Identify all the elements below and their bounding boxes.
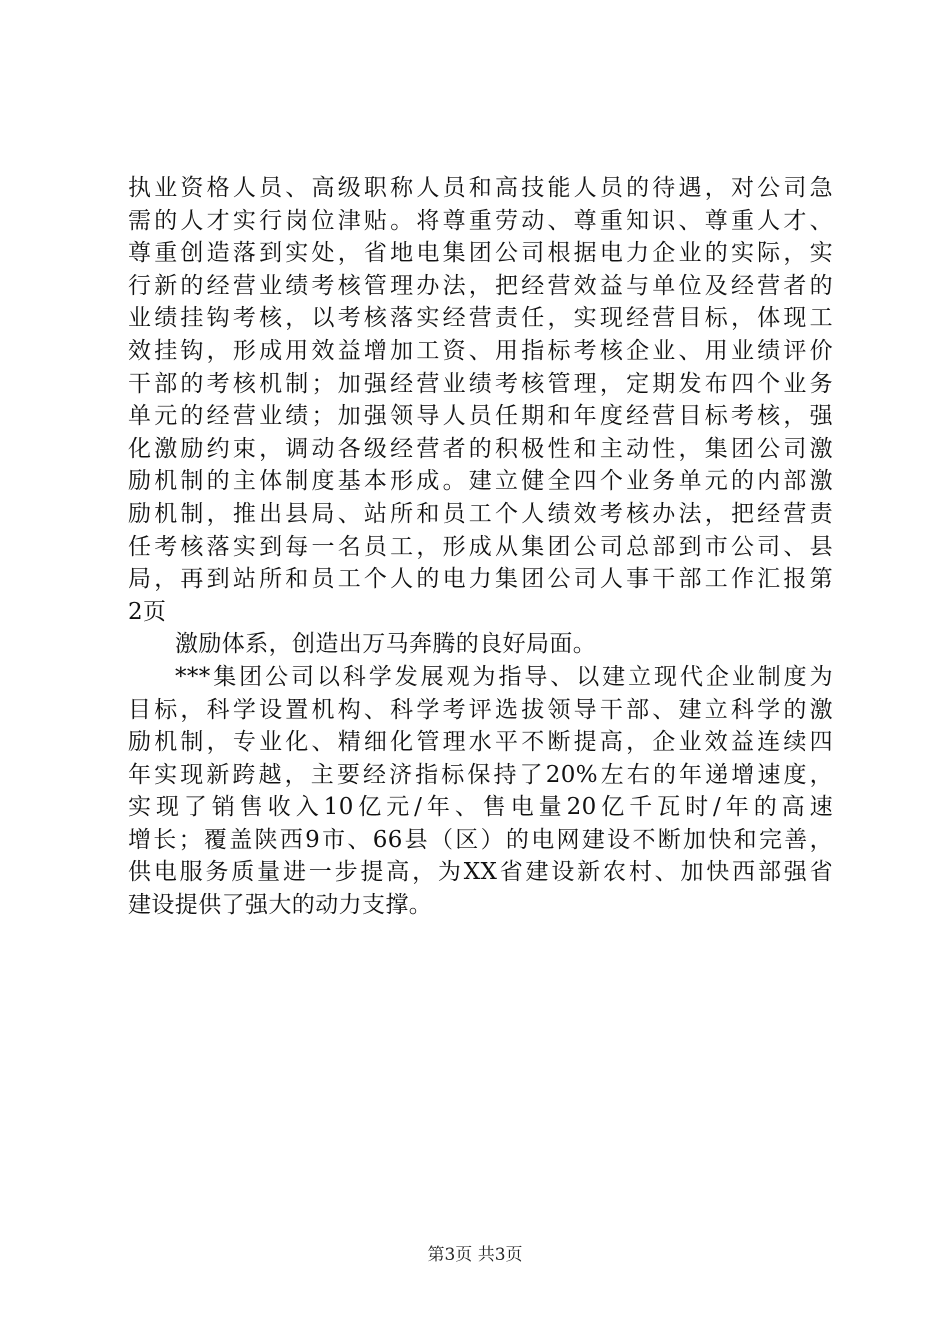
text-line: 单元的经营业绩；加强领导人员任期和年度经营目标考核，强	[128, 403, 833, 430]
paragraph-2	[128, 628, 833, 661]
text-line: 供电服务质量进一步提高，为XX省建设新农村、加快西部强省	[128, 859, 833, 886]
document-body	[128, 172, 833, 922]
text-line: 尊重创造落到实处，省地电集团公司根据电力企业的实际，实	[128, 240, 833, 267]
text-line: 效挂钩，形成用效益增加工资、用指标考核企业、用业绩评价	[128, 337, 833, 364]
text-line: 干部的考核机制；加强经营业绩考核管理，定期发布四个业务	[128, 370, 833, 397]
text-line: 执业资格人员、高级职称人员和高技能人员的待遇，对公司急	[128, 175, 833, 201]
paragraph-1	[128, 172, 833, 628]
text-line: 激励体系，创造出万马奔腾的良好局面。	[175, 631, 597, 658]
text-line: 实现了销售收入10亿元/年、售电量20亿千瓦时/年的高速	[128, 794, 833, 821]
text-line: 年实现新跨越，主要经济指标保持了20%左右的年递增速度，	[128, 761, 833, 788]
text-line: 需的人才实行岗位津贴。将尊重劳动、尊重知识、尊重人才、	[128, 207, 833, 234]
text-line: 目标，科学设置机构、科学考评选拔领导干部、建立科学的激	[128, 696, 833, 723]
text-line: 励机制的主体制度基本形成。建立健全四个业务单元的内部激	[128, 468, 833, 495]
paragraph-3	[128, 661, 833, 922]
text-line: 化激励约束，调动各级经营者的积极性和主动性，集团公司激	[128, 435, 833, 462]
text-line: 业绩挂钩考核，以考核落实经营责任，实现经营目标，体现工	[128, 305, 833, 332]
text-line: 任考核落实到每一名员工，形成从集团公司总部到市公司、县	[128, 533, 833, 560]
text-line: 增长；覆盖陕西9市、66县（区）的电网建设不断加快和完善，	[128, 826, 833, 853]
text-line: 励机制，专业化、精细化管理水平不断提高，企业效益连续四	[128, 729, 833, 756]
page-indicator: 第3页 共3页	[427, 1245, 523, 1265]
page-footer	[0, 1244, 950, 1266]
text-line: 局，再到站所和员工个人的电力集团公司人事干部工作汇报第	[128, 566, 833, 593]
text-line: 行新的经营业绩考核管理办法，把经营效益与单位及经营者的	[128, 272, 833, 299]
text-line: 2页	[128, 598, 167, 625]
text-line: 励机制，推出县局、站所和员工个人绩效考核办法，把经营责	[128, 500, 833, 527]
text-line: 建设提供了强大的动力支撑。	[128, 892, 433, 919]
text-line: ***集团公司以科学发展观为指导、以建立现代企业制度为	[175, 663, 833, 690]
